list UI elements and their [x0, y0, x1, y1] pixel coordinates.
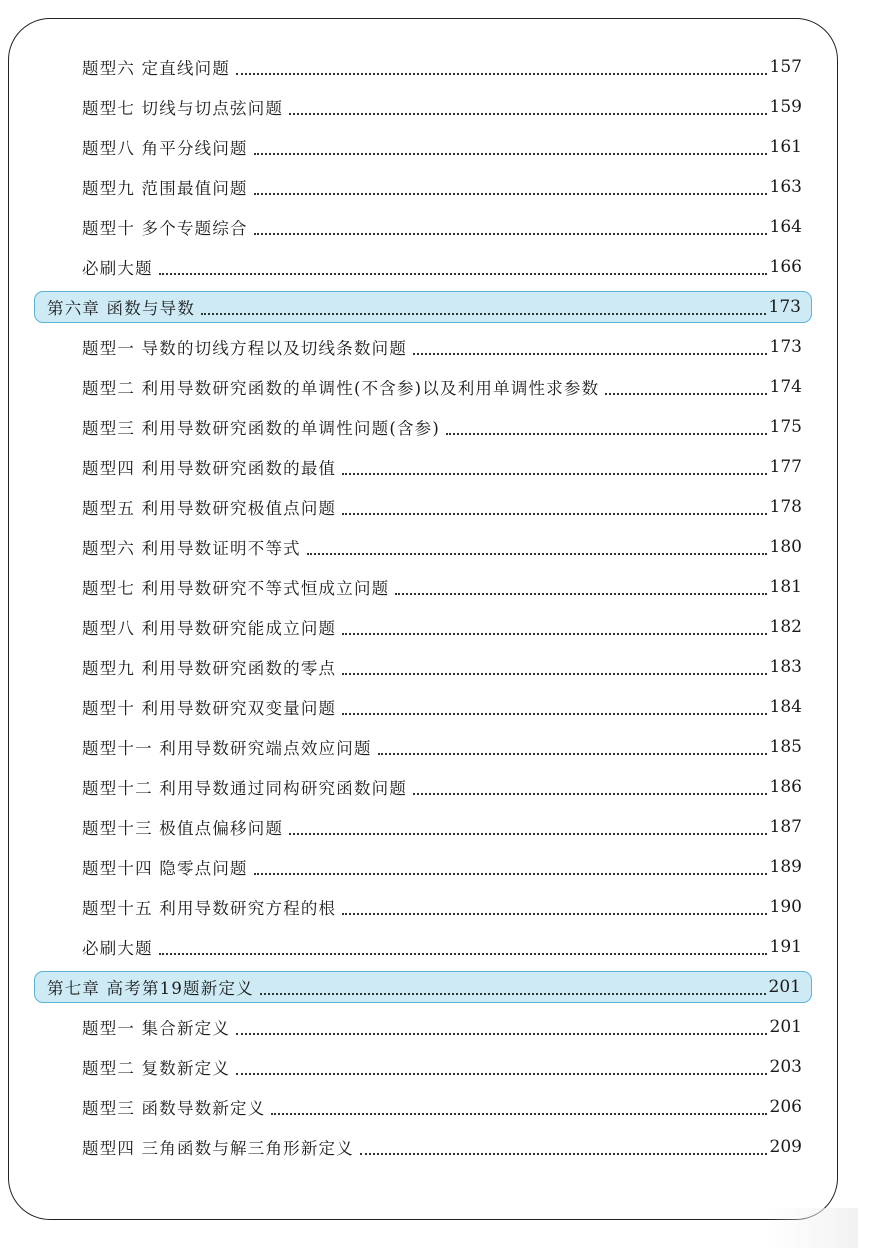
- page-number: 186: [769, 777, 802, 797]
- toc-entry-row[interactable]: [0, 447, 880, 487]
- entry-title: 题型六 利用导数证明不等式: [82, 539, 301, 558]
- page-number: 191: [769, 937, 802, 957]
- entry-title: 必刷大题: [82, 939, 153, 958]
- dot-leader: [413, 353, 767, 355]
- dot-leader: [605, 393, 766, 395]
- page-number: 185: [769, 737, 802, 757]
- page-number: 189: [769, 857, 802, 877]
- toc-entry-row[interactable]: [0, 367, 880, 407]
- entry-title: 题型二 利用导数研究函数的单调性(不含参)以及利用单调性求参数: [82, 379, 600, 398]
- dot-leader: [260, 993, 766, 995]
- entry-title: 题型一 导数的切线方程以及切线条数问题: [82, 339, 408, 358]
- toc-chapter-row[interactable]: [34, 971, 812, 1003]
- entry-title: 必刷大题: [82, 259, 153, 278]
- dot-leader: [307, 553, 767, 555]
- page-number: 173: [769, 337, 802, 357]
- dot-leader: [254, 873, 767, 875]
- entry-title: 题型九 利用导数研究函数的零点: [82, 659, 337, 678]
- toc-entry-row[interactable]: [0, 87, 880, 127]
- toc-entry-row[interactable]: [0, 727, 880, 767]
- dot-leader: [271, 1113, 766, 1115]
- chapter-title: 第七章 高考第19题新定义: [47, 979, 254, 998]
- entry-title: 题型三 函数导数新定义: [82, 1099, 266, 1118]
- toc-entry-row[interactable]: [0, 47, 880, 87]
- dot-leader: [342, 513, 766, 515]
- entry-title: 题型十四 隐零点问题: [82, 859, 248, 878]
- toc-entry-row[interactable]: [0, 1007, 880, 1047]
- toc-entry-row[interactable]: [0, 847, 880, 887]
- page-number: 206: [769, 1097, 802, 1117]
- toc-entry-row[interactable]: [0, 1087, 880, 1127]
- toc-entry-row[interactable]: [0, 487, 880, 527]
- dot-leader: [159, 953, 767, 955]
- page-number: 163: [769, 177, 802, 197]
- page-number: 209: [769, 1137, 802, 1157]
- dot-leader: [446, 433, 767, 435]
- toc-entry-row[interactable]: [0, 647, 880, 687]
- dot-leader: [289, 113, 766, 115]
- page-number: 190: [769, 897, 802, 917]
- page-number: 173: [768, 297, 801, 317]
- entry-title: 题型五 利用导数研究极值点问题: [82, 499, 337, 518]
- toc-entry-row[interactable]: [0, 927, 880, 967]
- entry-title: 题型九 范围最值问题: [82, 179, 248, 198]
- dot-leader: [236, 1073, 767, 1075]
- toc-entry-row[interactable]: [0, 767, 880, 807]
- page-number: 201: [769, 1017, 802, 1037]
- page-number: 181: [769, 577, 802, 597]
- entry-title: 题型六 定直线问题: [82, 59, 231, 78]
- entry-title: 题型四 三角函数与解三角形新定义: [82, 1139, 354, 1158]
- page-number: 164: [769, 217, 802, 237]
- page-number: 161: [769, 137, 802, 157]
- dot-leader: [254, 233, 767, 235]
- toc-entry-row[interactable]: [0, 127, 880, 167]
- toc-chapter-row[interactable]: [34, 291, 812, 323]
- dot-leader: [254, 193, 767, 195]
- corner-watermark: [768, 1208, 858, 1248]
- dot-leader: [342, 673, 766, 675]
- dot-leader: [342, 473, 766, 475]
- page-number: 177: [769, 457, 802, 477]
- page-number: 184: [769, 697, 802, 717]
- entry-title: 题型十三 极值点偏移问题: [82, 819, 284, 838]
- entry-title: 题型七 利用导数研究不等式恒成立问题: [82, 579, 390, 598]
- entry-title: 题型十五 利用导数研究方程的根: [82, 899, 337, 918]
- page-number: 175: [769, 417, 802, 437]
- dot-leader: [236, 73, 767, 75]
- toc-entry-row[interactable]: [0, 167, 880, 207]
- dot-leader: [289, 833, 766, 835]
- toc-entry-row[interactable]: [0, 607, 880, 647]
- page-number: 159: [769, 97, 802, 117]
- entry-title: 题型八 利用导数研究能成立问题: [82, 619, 337, 638]
- dot-leader: [413, 793, 767, 795]
- toc-entry-row[interactable]: [0, 207, 880, 247]
- page-number: 157: [769, 57, 802, 77]
- entry-title: 题型十一 利用导数研究端点效应问题: [82, 739, 372, 758]
- entry-title: 题型八 角平分线问题: [82, 139, 248, 158]
- toc-entry-row[interactable]: [0, 1127, 880, 1167]
- toc-entry-row[interactable]: [0, 687, 880, 727]
- dot-leader: [378, 753, 767, 755]
- entry-title: 题型十 多个专题综合: [82, 219, 248, 238]
- dot-leader: [254, 153, 767, 155]
- page-number: 178: [769, 497, 802, 517]
- entry-title: 题型三 利用导数研究函数的单调性问题(含参): [82, 419, 441, 438]
- toc-entry-row[interactable]: [0, 247, 880, 287]
- dot-leader: [159, 273, 767, 275]
- table-of-contents: [0, 47, 880, 1167]
- page-number: 201: [768, 977, 801, 997]
- page-number: 182: [769, 617, 802, 637]
- entry-title: 题型十 利用导数研究双变量问题: [82, 699, 337, 718]
- dot-leader: [342, 633, 766, 635]
- dot-leader: [360, 1153, 767, 1155]
- toc-entry-row[interactable]: [0, 327, 880, 367]
- toc-entry-row[interactable]: [0, 807, 880, 847]
- dot-leader: [201, 313, 766, 315]
- entry-title: 题型四 利用导数研究函数的最值: [82, 459, 337, 478]
- page-number: 174: [769, 377, 802, 397]
- dot-leader: [395, 593, 766, 595]
- dot-leader: [236, 1033, 767, 1035]
- toc-entry-row[interactable]: [0, 527, 880, 567]
- dot-leader: [342, 913, 766, 915]
- page-number: 180: [769, 537, 802, 557]
- entry-title: 题型二 复数新定义: [82, 1059, 231, 1078]
- toc-entry-row[interactable]: [0, 567, 880, 607]
- entry-title: 题型一 集合新定义: [82, 1019, 231, 1038]
- chapter-title: 第六章 函数与导数: [47, 299, 196, 318]
- page-number: 187: [769, 817, 802, 837]
- toc-entry-row[interactable]: [0, 887, 880, 927]
- entry-title: 题型七 切线与切点弦问题: [82, 99, 284, 118]
- page-number: 203: [769, 1057, 802, 1077]
- page-number: 166: [769, 257, 802, 277]
- page-number: 183: [769, 657, 802, 677]
- dot-leader: [342, 713, 766, 715]
- entry-title: 题型十二 利用导数通过同构研究函数问题: [82, 779, 408, 798]
- toc-entry-row[interactable]: [0, 1047, 880, 1087]
- toc-entry-row[interactable]: [0, 407, 880, 447]
